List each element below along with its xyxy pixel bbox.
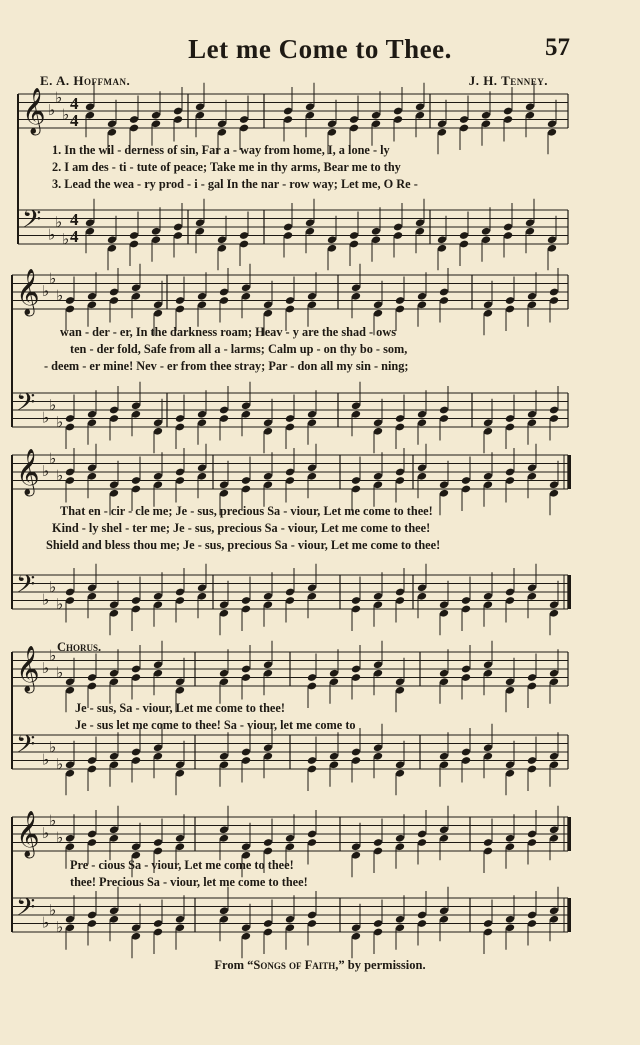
final-bar bbox=[568, 898, 571, 932]
bass-clef: 𝄢 bbox=[16, 570, 36, 605]
system-5-line-2: thee! Precious Sa - viour, let me come to thee! bbox=[70, 875, 308, 889]
flat-sign: ♭ bbox=[49, 395, 57, 414]
treble-clef: 𝄞 bbox=[16, 811, 40, 857]
flat-sign: ♭ bbox=[62, 105, 70, 124]
system-5-line-1: Pre - cious Sa - viour, Let me come to thee! bbox=[70, 858, 294, 872]
flat-sign: ♭ bbox=[56, 286, 64, 305]
bass-clef: 𝄢 bbox=[22, 205, 42, 240]
flat-sign: ♭ bbox=[56, 828, 64, 847]
treble-clef: 𝄞 bbox=[16, 269, 40, 315]
flat-sign: ♭ bbox=[42, 590, 50, 609]
flat-sign: ♭ bbox=[42, 659, 50, 677]
bass-clef: 𝄢 bbox=[16, 730, 36, 765]
system-2-verse-1: wan - der - er, In the darkness roam; Heav - y are the shad - ows bbox=[60, 325, 396, 339]
flat-sign: ♭ bbox=[49, 900, 57, 919]
system-2-verse-3: - deem - er mine! Nev - er from thee stray; Par - don all my sin - ning; bbox=[44, 359, 409, 373]
time-signature-digit: 4 bbox=[70, 227, 79, 246]
bass-clef: 𝄢 bbox=[16, 388, 36, 423]
flat-sign: ♭ bbox=[56, 412, 64, 431]
time-signature-digit: 4 bbox=[70, 94, 79, 113]
bass-clef: 𝄢 bbox=[16, 893, 36, 928]
system-3-verse-1: That en - cir - cle me; Je - sus, precious Sa - viour, Let me come to thee! bbox=[60, 504, 433, 518]
flat-sign: ♭ bbox=[56, 754, 64, 773]
flat-sign: ♭ bbox=[42, 750, 50, 769]
flat-sign: ♭ bbox=[62, 229, 70, 248]
treble-clef: 𝄞 bbox=[16, 646, 40, 692]
footer-prefix: From “ bbox=[214, 958, 254, 972]
treble-clef: 𝄞 bbox=[16, 449, 40, 495]
flat-sign: ♭ bbox=[49, 449, 57, 468]
system-2-verse-2: ten - der fold, Safe from all a - larms; Calm up - on thy bo - som, bbox=[70, 342, 408, 356]
system-3-verse-2: Kind - ly shel - ter me; Je - sus, precious Sa - viour, Let me come to thee! bbox=[52, 521, 431, 535]
time-signature-digit: 4 bbox=[70, 210, 79, 229]
flat-sign: ♭ bbox=[42, 408, 50, 427]
flat-sign: ♭ bbox=[49, 737, 57, 756]
flat-sign: ♭ bbox=[49, 577, 57, 596]
footer-suffix: ” by permission. bbox=[338, 958, 426, 972]
flat-sign: ♭ bbox=[42, 913, 50, 932]
system-3-verse-3: Shield and bless thou me; Je - sus, precious Sa - viour, Let me come to thee! bbox=[46, 538, 441, 552]
flat-sign: ♭ bbox=[42, 824, 50, 842]
system-1-verse-1: 1. In the wil - derness of sin, Far a - way from home, I, a lone - ly bbox=[52, 143, 390, 157]
flat-sign: ♭ bbox=[49, 811, 57, 830]
footer-credit bbox=[0, 958, 640, 973]
flat-sign: ♭ bbox=[49, 646, 57, 665]
flat-sign: ♭ bbox=[48, 225, 56, 244]
chorus-line-2: Je - sus let me come to thee! Sa - viour, let me come to bbox=[75, 718, 356, 732]
flat-sign: ♭ bbox=[56, 917, 64, 936]
hymn-title: Let me Come to Thee. bbox=[188, 34, 452, 64]
flat-sign: ♭ bbox=[42, 462, 50, 480]
final-bar bbox=[568, 455, 571, 489]
chorus-label: Chorus. bbox=[57, 640, 102, 654]
chorus-line-1: Je - sus, Sa - viour, Let me come to thee! bbox=[75, 701, 285, 715]
flat-sign: ♭ bbox=[48, 101, 56, 119]
final-bar bbox=[568, 817, 571, 851]
flat-sign: ♭ bbox=[42, 282, 50, 300]
flat-sign: ♭ bbox=[55, 212, 63, 231]
treble-clef: 𝄞 bbox=[22, 88, 46, 134]
flat-sign: ♭ bbox=[56, 594, 64, 613]
flat-sign: ♭ bbox=[49, 269, 57, 288]
page-number: 57 bbox=[545, 34, 570, 61]
composer-credit: J. H. Tenney. bbox=[468, 73, 548, 88]
system-1-verse-2: 2. I am des - ti - tute of peace; Take me in thy arms, Bear me to thy bbox=[52, 160, 401, 174]
flat-sign: ♭ bbox=[56, 466, 64, 485]
system-1-verse-3: 3. Lead the wea - ry prod - i - gal In the nar - row way; Let me, O Re - bbox=[52, 177, 418, 191]
footer-source: Songs of Faith, bbox=[253, 958, 339, 972]
flat-sign: ♭ bbox=[55, 88, 63, 107]
final-bar bbox=[568, 575, 571, 609]
flat-sign: ♭ bbox=[56, 663, 64, 682]
time-signature-digit: 4 bbox=[70, 111, 79, 130]
author-credit: E. A. Hoffman. bbox=[40, 73, 131, 88]
